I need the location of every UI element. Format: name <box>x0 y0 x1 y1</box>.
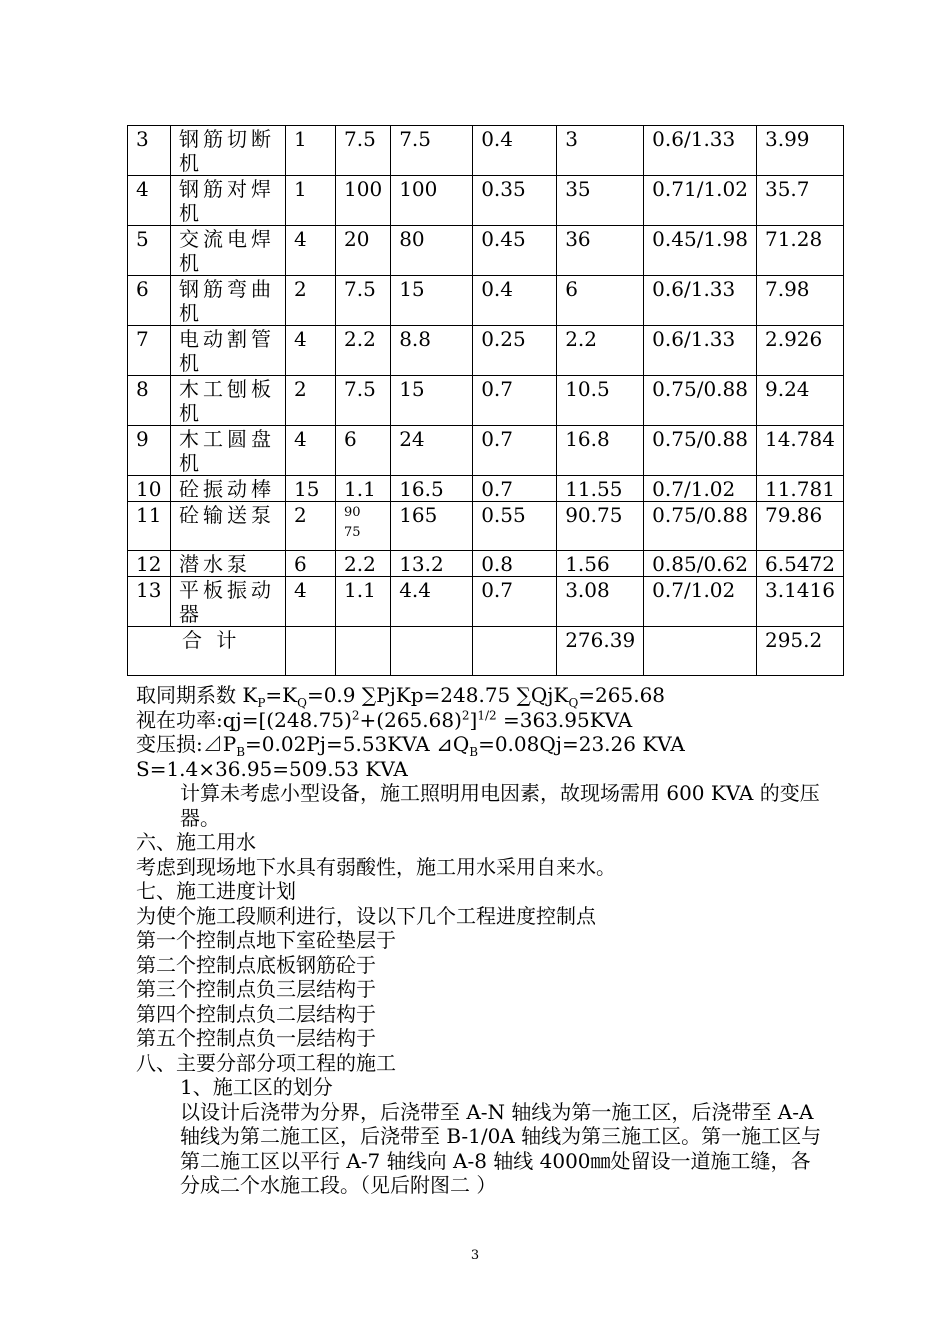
table-cell: 0.6/1.33 <box>644 126 757 176</box>
total-capacity-line: S=1.4×36.95=509.53 KVA <box>136 756 408 781</box>
table-cell: 7.5 <box>336 126 391 176</box>
coef-sub-p: P <box>257 696 266 710</box>
table-cell: 0.85/0.62 <box>644 551 757 577</box>
table-cell: 砼输送泵 <box>171 502 286 551</box>
table-cell <box>644 627 757 676</box>
control-point-1: 第一个控制点地下室砼垫层于 <box>136 928 396 952</box>
table-cell: 71.28 <box>756 226 843 276</box>
power-value-part: 90 <box>344 505 361 520</box>
table-cell: 4 <box>286 226 336 276</box>
table-cell: 4 <box>286 426 336 476</box>
table-cell: 3 <box>557 126 644 176</box>
table-cell: 8.8 <box>391 326 473 376</box>
section-8-1-body: 以设计后浇带为分界，后浇带至 A-N 轴线为第一施工区，后浇带至 A-A 轴线为第二施工区，后浇带至 B-1/0A 轴线为第三施工区。第一施工区与第二施工区以平行 A-7 轴线向 A-8 轴线 4000㎜处留设一道施工缝，各分成二个水施工段。（见后附图二 ） <box>180 1099 822 1197</box>
table-cell: 2 <box>286 376 336 426</box>
table-cell: 165 <box>391 502 473 551</box>
transformer-loss-line <box>136 732 826 757</box>
coefficient-line <box>136 683 826 708</box>
table-cell: 3.08 <box>557 577 644 627</box>
table-cell: 6 <box>286 551 336 577</box>
table-cell: 0.45/1.98 <box>644 226 757 276</box>
table-cell: 13 <box>128 577 171 627</box>
section-8-heading: 八、主要分部分项工程的施工 <box>136 1050 396 1075</box>
table-cell: 钢筋切断机 <box>171 126 286 176</box>
control-point-3: 第三个控制点负三层结构于 <box>136 977 376 1001</box>
table-cell: 0.75/0.88 <box>644 502 757 551</box>
table-cell: 0.75/0.88 <box>644 376 757 426</box>
table-cell: 交流电焊机 <box>171 226 286 276</box>
table-cell: 6.5472 <box>756 551 843 577</box>
coef-text-g: =265.68 <box>578 683 666 707</box>
table-cell: 1 <box>286 126 336 176</box>
table-cell: 3.1416 <box>756 577 843 627</box>
table-cell: 100 <box>336 176 391 226</box>
ap-text-g: =363.95KVA <box>496 707 633 732</box>
table-cell: 0.6/1.33 <box>644 276 757 326</box>
control-point-5: 第五个控制点负一层结构于 <box>136 1026 376 1050</box>
tl-sub-1: B <box>236 745 246 759</box>
table-cell: 11 <box>128 502 171 551</box>
table-cell: 0.7 <box>473 426 557 476</box>
table-cell: 80 <box>391 226 473 276</box>
control-point-2: 第二个控制点底板钢筋砼于 <box>136 952 376 977</box>
table-cell: 0.7 <box>473 577 557 627</box>
table-cell: 7.5 <box>336 376 391 426</box>
apparent-power-line <box>136 708 826 733</box>
table-cell: 13.2 <box>391 551 473 577</box>
table-cell: 9.24 <box>756 376 843 426</box>
table-cell: 2 <box>286 276 336 326</box>
table-cell: 1.56 <box>557 551 644 577</box>
total-label: 合 计 <box>128 627 286 676</box>
total-row <box>128 627 844 676</box>
table-cell: 11.55 <box>557 476 644 502</box>
ap-text-c: +(265.68) <box>359 707 462 732</box>
table-cell: 2.2 <box>336 326 391 376</box>
tl-text-c: =0.02Pj=5.53KVA ⊿Q <box>245 732 470 756</box>
table-cell: 砼振动棒 <box>171 476 286 502</box>
table-row <box>128 176 844 226</box>
page-number: 3 <box>470 1248 480 1263</box>
table-cell <box>391 627 473 676</box>
table-row <box>128 326 844 376</box>
power-value-part: 75 <box>344 525 361 540</box>
table-cell <box>286 627 336 676</box>
table-cell: 木工刨板机 <box>171 376 286 426</box>
table-cell: 14.784 <box>756 426 843 476</box>
table-cell: 4 <box>286 326 336 376</box>
table-cell: 20 <box>336 226 391 276</box>
table-cell: 0.55 <box>473 502 557 551</box>
table-cell: 1.1 <box>336 577 391 627</box>
table-cell: 0.35 <box>473 176 557 226</box>
total-reactive-power: 295.2 <box>756 627 843 676</box>
table-cell: 15 <box>391 376 473 426</box>
table-cell: 24 <box>391 426 473 476</box>
table-cell: 0.8 <box>473 551 557 577</box>
table-cell: 15 <box>286 476 336 502</box>
table-cell: 6 <box>557 276 644 326</box>
table-cell: 7.5 <box>391 126 473 176</box>
section-7-heading: 七、施工进度计划 <box>136 879 296 903</box>
table-cell: 9 <box>128 426 171 476</box>
coef-text-a: 取同期系数 K <box>136 683 258 707</box>
table-cell: 潜水泵 <box>171 551 286 577</box>
table-cell: 0.25 <box>473 326 557 376</box>
table-cell: 90.75 <box>557 502 644 551</box>
control-point-4: 第四个控制点负二层结构于 <box>136 1001 376 1026</box>
table-cell: 1 <box>286 176 336 226</box>
coef-sub-q: Q <box>297 696 307 710</box>
table-cell: 0.75/0.88 <box>644 426 757 476</box>
table-cell: 钢筋弯曲机 <box>171 276 286 326</box>
table-cell: 2.2 <box>336 551 391 577</box>
table-cell: 5 <box>128 226 171 276</box>
table-cell: 6 <box>128 276 171 326</box>
table-cell: 7.5 <box>336 276 391 326</box>
table-cell: 钢筋对焊机 <box>171 176 286 226</box>
section-8-1-heading: 1、施工区的划分 <box>180 1075 333 1099</box>
ap-text-a: 视在功率:qj=[(248.75) <box>136 707 352 732</box>
table-cell: 3.99 <box>756 126 843 176</box>
table-cell: 2.2 <box>557 326 644 376</box>
table-cell <box>336 502 391 551</box>
table-cell: 4 <box>128 176 171 226</box>
table-row <box>128 276 844 326</box>
table-cell: 3 <box>128 126 171 176</box>
ap-sup-1: 2 <box>351 707 360 722</box>
table-cell: 1.1 <box>336 476 391 502</box>
table-cell: 16.8 <box>557 426 644 476</box>
total-active-power: 276.39 <box>557 627 644 676</box>
table-cell: 2 <box>286 502 336 551</box>
table-cell <box>336 627 391 676</box>
coef-text-e: =0.9 ∑PjKp=248.75 ∑QjK <box>306 683 569 707</box>
table-row <box>128 577 844 627</box>
table-cell: 6 <box>336 426 391 476</box>
table-cell: 0.7 <box>473 376 557 426</box>
table-cell: 0.71/1.02 <box>644 176 757 226</box>
table-cell <box>473 627 557 676</box>
table-cell: 木工圆盘机 <box>171 426 286 476</box>
section-7-intro: 为使个施工段顺利进行，设以下几个工程进度控制点 <box>136 903 596 928</box>
table-cell: 0.7/1.02 <box>644 476 757 502</box>
table-cell: 0.6/1.33 <box>644 326 757 376</box>
table-row <box>128 226 844 276</box>
ap-sup-3: 1/2 <box>477 707 497 722</box>
table-cell: 8 <box>128 376 171 426</box>
table-cell: 平板振动器 <box>171 577 286 627</box>
table-cell: 0.7 <box>473 476 557 502</box>
table-cell: 2.926 <box>756 326 843 376</box>
table-cell: 36 <box>557 226 644 276</box>
table-cell: 11.781 <box>756 476 843 502</box>
table-cell: 12 <box>128 551 171 577</box>
table-row <box>128 426 844 476</box>
table-cell: 10.5 <box>557 376 644 426</box>
section-6-body: 考虑到现场地下水具有弱酸性，施工用水采用自来水。 <box>136 854 616 879</box>
table-cell: 0.4 <box>473 276 557 326</box>
table-cell: 7 <box>128 326 171 376</box>
table-cell: 0.45 <box>473 226 557 276</box>
table-cell: 0.7/1.02 <box>644 577 757 627</box>
table-body <box>128 126 844 676</box>
body-text <box>136 683 826 1198</box>
table-cell: 电动割管机 <box>171 326 286 376</box>
table-cell: 15 <box>391 276 473 326</box>
equipment-power-table <box>127 125 844 676</box>
table-row <box>128 502 844 551</box>
table-cell: 4.4 <box>391 577 473 627</box>
coef-text-c: =K <box>265 683 298 707</box>
table-row <box>128 551 844 577</box>
table-cell: 79.86 <box>756 502 843 551</box>
table-cell: 16.5 <box>391 476 473 502</box>
ap-text-e: ] <box>469 707 478 732</box>
table-cell: 35 <box>557 176 644 226</box>
table-cell: 100 <box>391 176 473 226</box>
tl-text-a: 变压损:⊿P <box>136 732 237 756</box>
ap-sup-2: 2 <box>461 707 470 722</box>
table-row <box>128 376 844 426</box>
table-cell: 10 <box>128 476 171 502</box>
tl-text-e: =0.08Qj=23.26 KVA <box>478 732 685 756</box>
table-cell: 7.98 <box>756 276 843 326</box>
table-cell: 4 <box>286 577 336 627</box>
section-6-heading: 六、施工用水 <box>136 830 256 854</box>
coef-sub-q2: Q <box>568 696 579 710</box>
tl-sub-2: B <box>469 745 479 759</box>
table-row <box>128 476 844 502</box>
table-cell: 0.4 <box>473 126 557 176</box>
table-row <box>128 126 844 176</box>
table-cell: 35.7 <box>756 176 843 226</box>
transformer-note: 计算未考虑小型设备，施工照明用电因素，故现场需用 600 KVA 的变压器。 <box>180 781 820 830</box>
